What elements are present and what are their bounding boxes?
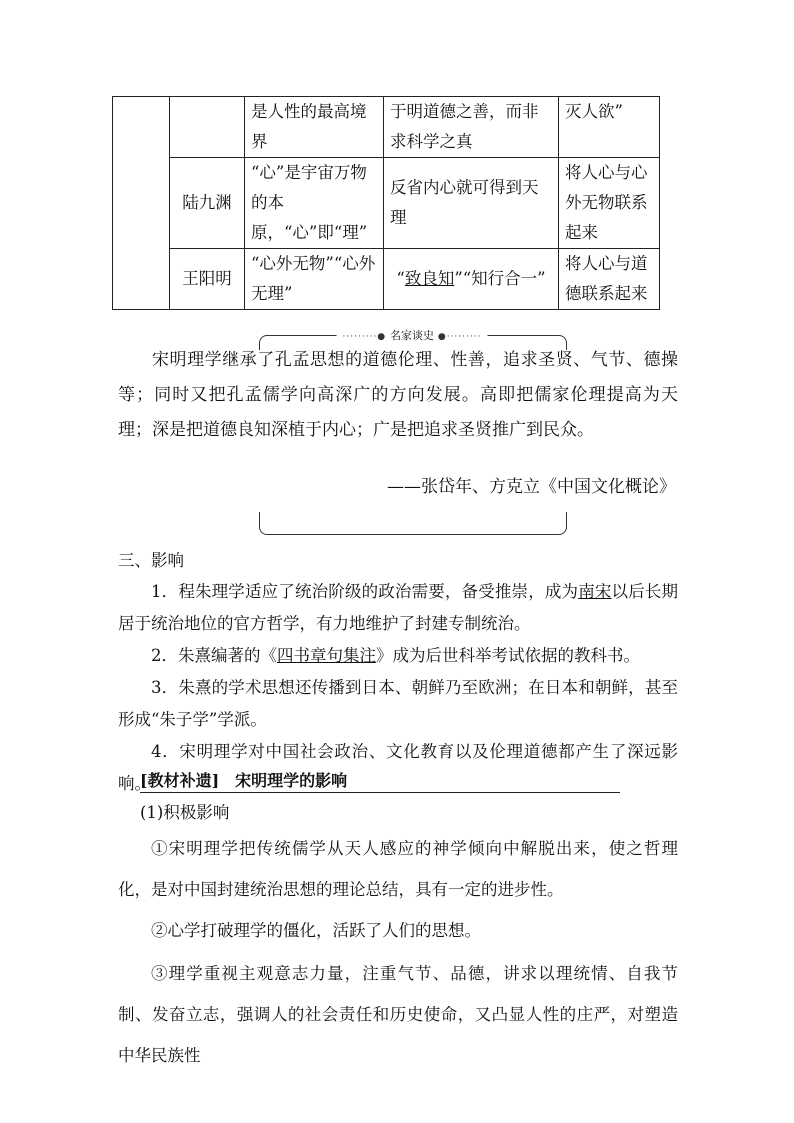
table-cell: 将人心与道德联系起来 [559,249,660,310]
table-cell: 于明道德之善，而非求科学之真 [384,97,559,158]
quote-box-label: ·········● 名家谈史 ●········· [337,327,488,343]
paragraph: ③理学重视主观意志力量，注重气节、品德，讲求以理统情、自我节制、发奋立志，强调人的社会责任和历史使命，又凸显人性的庄严，对塑造中华民族性 [118,964,678,1065]
table-cell-name: 王阳明 [170,249,245,310]
quote-text: 宋明理学继承了孔孟思想的道德伦理、性善，追求圣贤、气节、德操等；同时又把孔孟儒学向高深广的方向发展。高即把儒家伦理提高为天理；深是把道德良知深植于内心；广是把追求圣贤推广到民众。 [118,350,678,440]
list-item: 3．朱熹的学术思想还传播到日本、朝鲜乃至欧洲；在日本和朝鲜，甚至形成“朱子学”学派。 [118,678,678,729]
quote-source: ——张岱年、方克立《中国文化概论》 [387,477,676,497]
table-cell: “心”是宇宙万物的本原，“心”即“理” [245,158,384,249]
table-cell: “致良知”“知行合一” [384,249,559,310]
list-item: 1．程朱理学适应了统治阶级的政治需要，备受推崇，成为南宋以后长期居于统治地位的官方哲学，有力地维护了封建专制统治。 [118,582,679,633]
table-cell-blank [113,97,170,310]
table-cell-name: 陆九渊 [170,158,245,249]
underlined-term: 四书章句集注 [277,646,376,665]
quote-box-bottom-border [259,512,567,535]
table-cell: 反省内心就可得到天理 [384,158,559,249]
table-cell-name [170,97,245,158]
table-row [113,158,660,249]
list-item: 4．宋明理学对中国社会政治、文化教育以及伦理道德都产生了深远影响。 [118,742,678,793]
underlined-term: 致良知 [404,269,455,288]
paragraph: ②心学打破理学的僵化，活跃了人们的思想。 [151,921,481,940]
table-cell: 是人性的最高境界 [245,97,384,158]
underlined-term: 南宋 [578,582,612,601]
table-row [113,249,660,310]
table-cell: 灭人欲” [559,97,660,158]
table-cell: 将人心与心外无物联系起来 [559,158,660,249]
table-cell: “心外无物”“心外无理” [245,249,384,310]
comparison-table [112,96,660,310]
section-items [118,576,678,800]
supplement-heading: [教材补遗] 宋明理学的影响 [140,770,620,793]
list-item: 2．朱熹编著的《四书章句集注》成为后世科举考试依据的教科书。 [151,646,640,665]
supplement-subheading: (1)积极影响 [140,803,230,822]
table-row [113,97,660,158]
paragraph: ①宋明理学把传统儒学从天人感应的神学倾向中解脱出来，使之哲理化，是对中国封建统治思想的理论总结，具有一定的进步性。 [118,839,678,899]
section-heading: 三、影响 [118,551,184,570]
